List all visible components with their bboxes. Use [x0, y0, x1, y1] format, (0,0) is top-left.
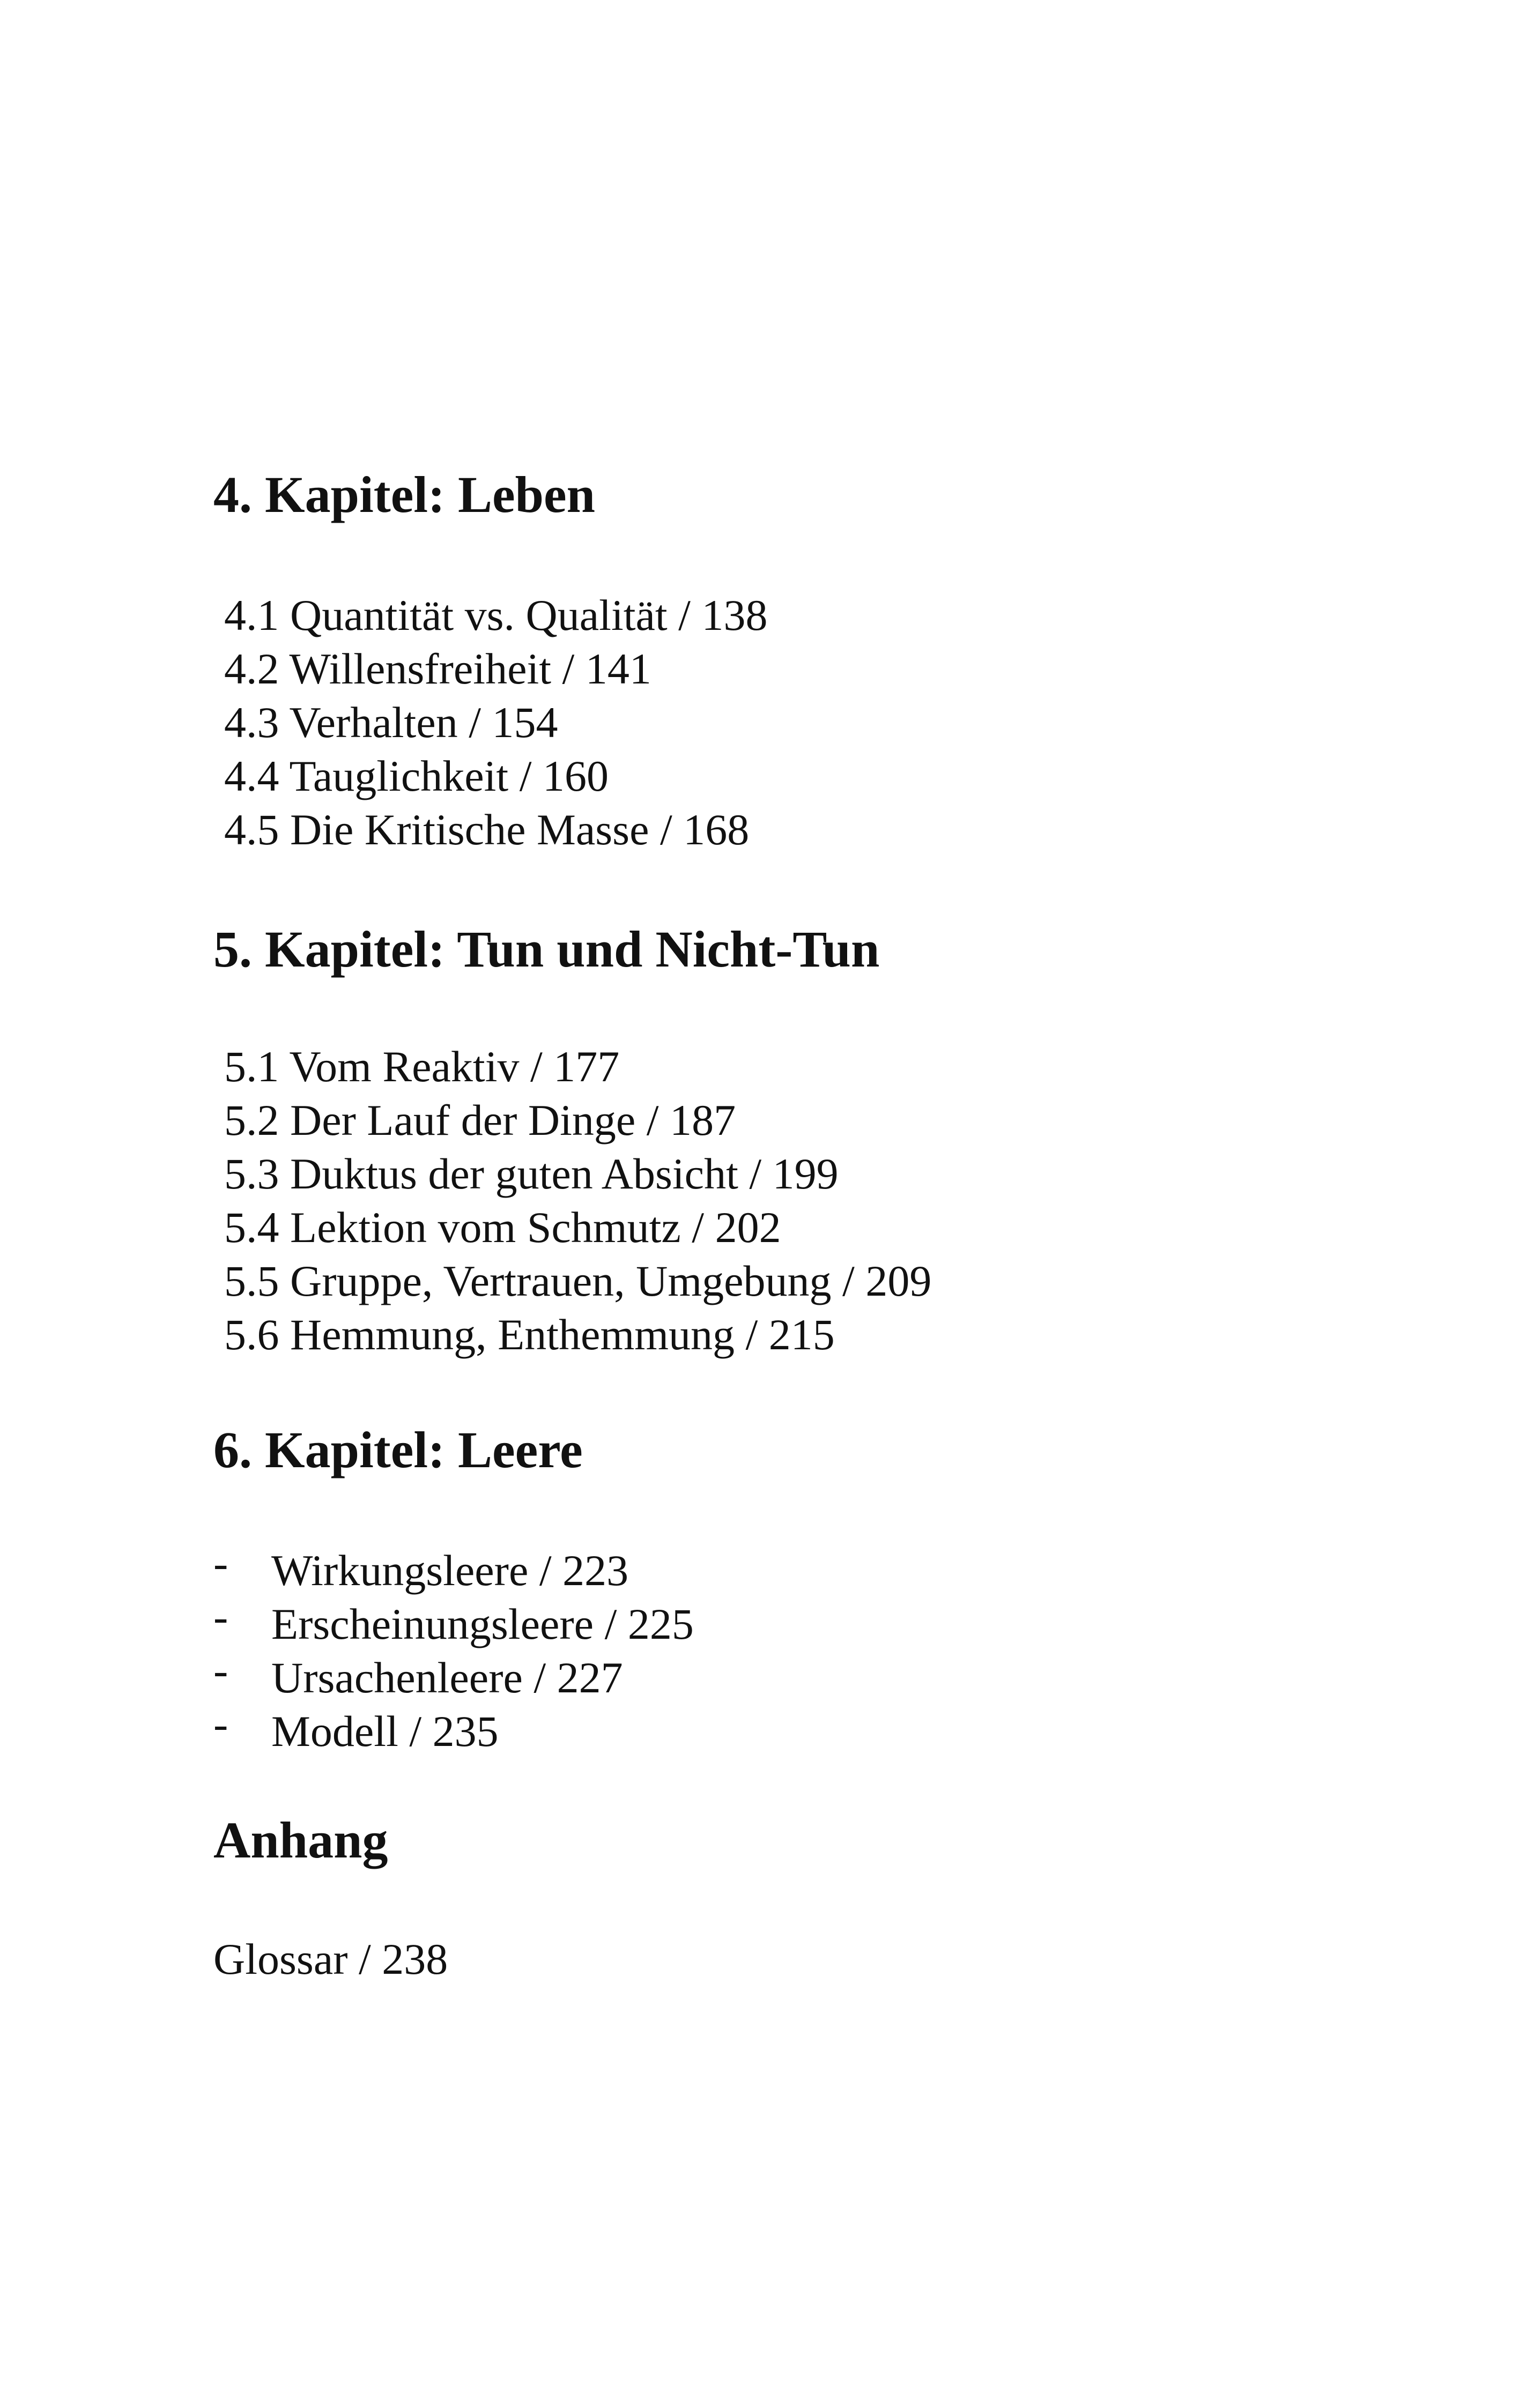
toc-entry — [213, 1539, 694, 1597]
toc-entry: 4.1 Quantität vs. Qualität / 138 — [224, 591, 768, 640]
toc-entry — [213, 1592, 694, 1651]
dash-bullet: - — [213, 1646, 228, 1694]
chapter-4-entries — [224, 589, 767, 857]
chapter-6-heading: 6. Kapitel: Leere — [213, 1421, 583, 1478]
chapter-5-entries — [224, 1040, 931, 1362]
dash-bullet: - — [213, 1592, 228, 1641]
chapter-5-heading: 5. Kapitel: Tun und Nicht-Tun — [213, 920, 880, 978]
toc-entry: 5.2 Der Lauf der Dinge / 187 — [224, 1096, 736, 1144]
toc-entry: 5.1 Vom Reaktiv / 177 — [224, 1042, 620, 1091]
glossary-entry: Glossar / 238 — [213, 1935, 448, 1983]
toc-entry: 5.6 Hemmung, Enthemmung / 215 — [224, 1310, 835, 1359]
dash-bullet: - — [213, 1699, 228, 1748]
toc-entry: 4.2 Willensfreiheit / 141 — [224, 644, 651, 693]
toc-entry: 5.4 Lektion vom Schmutz / 202 — [224, 1203, 781, 1252]
toc-entry-label: Modell / 235 — [271, 1707, 499, 1756]
toc-entry-label: Wirkungsleere / 223 — [271, 1546, 629, 1595]
dash-bullet: - — [213, 1539, 228, 1587]
toc-entry: 5.3 Duktus der guten Absicht / 199 — [224, 1149, 839, 1198]
toc-entry-label: Ursachenleere / 227 — [271, 1653, 623, 1702]
toc-entry: 4.3 Verhalten / 154 — [224, 698, 558, 747]
toc-entry — [213, 1699, 694, 1758]
chapter-4-heading: 4. Kapitel: Leben — [213, 466, 595, 523]
toc-entry-label: Erscheinungsleere / 225 — [271, 1600, 694, 1648]
appendix-heading: Anhang — [213, 1811, 388, 1869]
toc-entry: 4.5 Die Kritische Masse / 168 — [224, 805, 750, 854]
toc-entry: 5.5 Gruppe, Vertrauen, Umgebung / 209 — [224, 1257, 932, 1305]
toc-entry — [213, 1646, 694, 1705]
chapter-6-entries — [213, 1539, 694, 1758]
toc-entry: 4.4 Tauglichkeit / 160 — [224, 752, 609, 800]
